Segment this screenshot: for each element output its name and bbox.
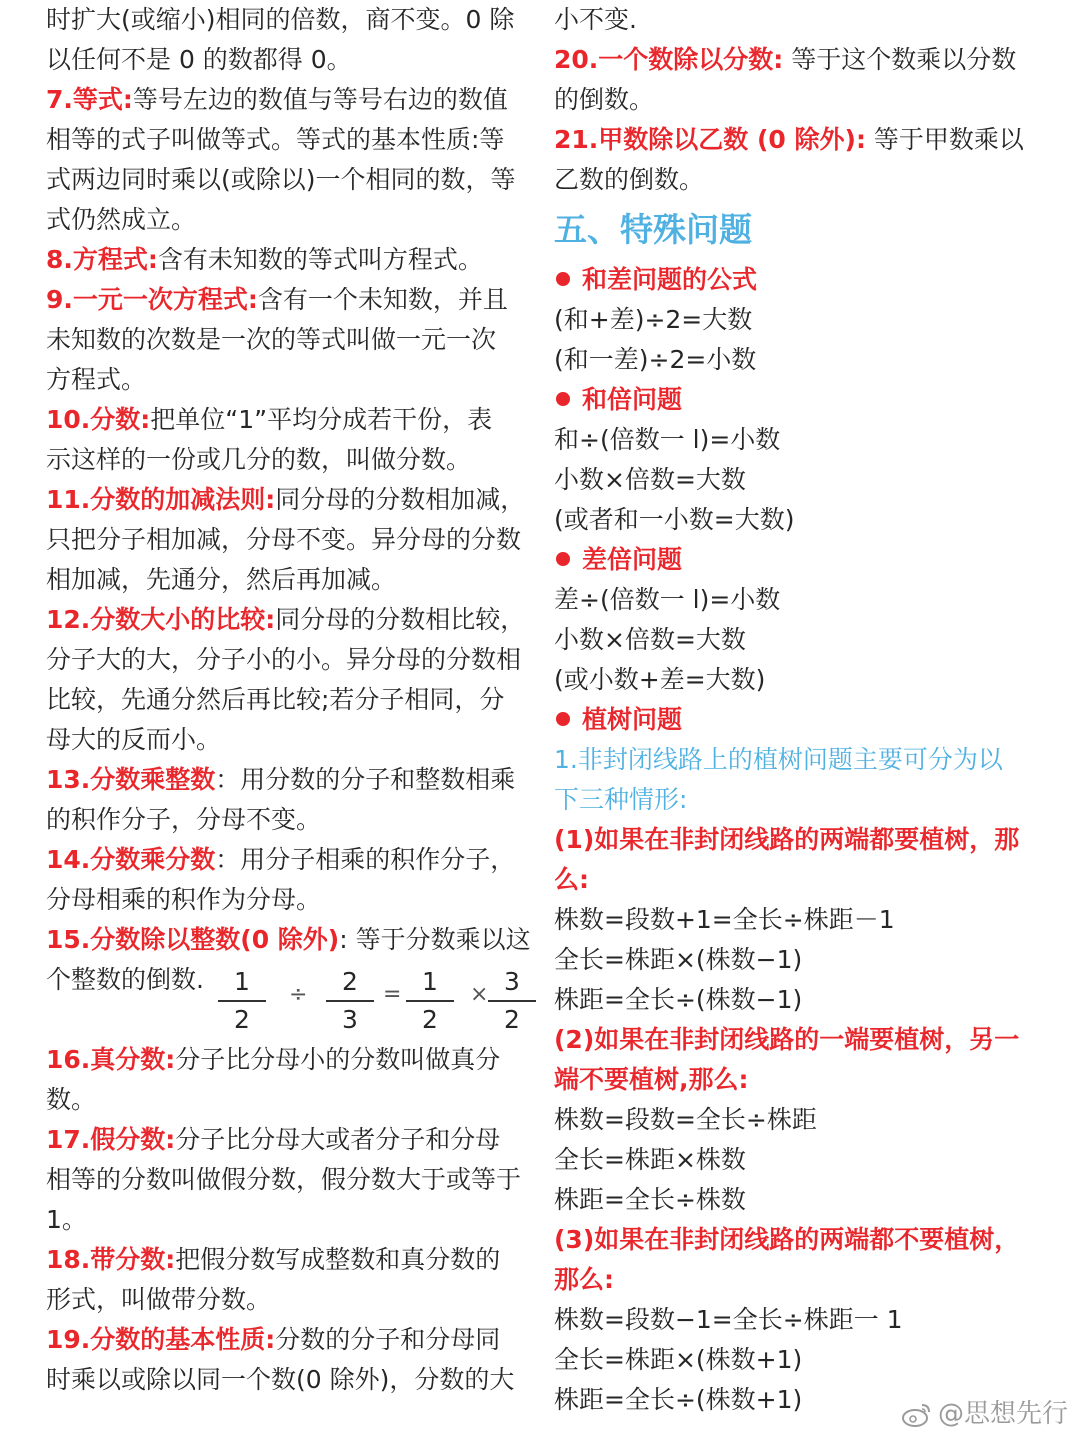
term-label: 19.分数的基本性质:	[46, 1325, 276, 1354]
formula: 小数×倍数=大数	[554, 625, 746, 654]
term-label: 15.分数除以整数(0 除外)	[46, 925, 340, 954]
denominator: 2	[234, 1005, 250, 1034]
denominator: 2	[422, 1005, 438, 1034]
term-label: 10.分数:	[46, 405, 151, 434]
formula: 株数=段数−1=全长÷株距一 1	[554, 1305, 903, 1334]
text-line: 时乘以或除以同一个数(0 除外)，分数的大	[46, 1365, 515, 1394]
watermark	[902, 1393, 1068, 1430]
weibo-icon	[902, 1402, 932, 1428]
definition: 把假分数写成整数和真分数的	[175, 1245, 501, 1274]
item-9	[46, 280, 530, 320]
case-heading: 么:	[554, 865, 589, 894]
text-line: 只把分子相加减，分母不变。异分母的分数	[46, 525, 522, 554]
text-line: 母大的反而小。	[46, 725, 222, 754]
text-line: 1。	[46, 1205, 87, 1234]
formula: (和+差)÷2=大数	[554, 305, 753, 334]
definition: 分子比分母大或者分子和分母	[175, 1125, 501, 1154]
bullet-heading	[554, 540, 1054, 580]
fraction-example	[46, 960, 530, 1040]
bullet-heading	[554, 260, 1054, 300]
numerator: 1	[234, 967, 250, 996]
definition: 分数的分子和分母同	[275, 1325, 501, 1354]
numerator: 1	[422, 967, 438, 996]
formula: 株数=段数=全长÷株距	[554, 1105, 817, 1134]
numerator: 3	[504, 967, 520, 996]
text-line: 小不变.	[554, 5, 637, 34]
case-heading: (2)如果在非封闭线路的一端要植树，另一	[554, 1025, 1020, 1054]
text-line: 比较，先通分然后再比较;若分子相同，分	[46, 685, 505, 714]
case-heading: 端不要植树,那么:	[554, 1065, 749, 1094]
formula: (或小数+差=大数)	[554, 665, 766, 694]
definition: ：用分数的分子和整数相乘	[215, 765, 516, 794]
formula: 株距=全长÷(株数−1)	[554, 985, 803, 1014]
formula: 和÷(倍数一 l)=小数	[554, 425, 781, 454]
definition: 等号左边的数值与等号右边的数值	[132, 85, 508, 114]
bullet-dot-icon	[556, 392, 570, 406]
text-line: 相加减，先通分，然后再加减。	[46, 565, 397, 594]
text-line: 示这样的一份或几分的数，叫做分数。	[46, 445, 472, 474]
case-heading: 那么:	[554, 1265, 614, 1294]
formula: (或者和一小数=大数)	[554, 505, 795, 534]
formula: 株距=全长÷株数	[554, 1185, 746, 1214]
formula: 差÷(倍数一 l)=小数	[554, 585, 781, 614]
fraction	[486, 964, 538, 1038]
numerator: 2	[342, 967, 358, 996]
term-label: 20.一个数除以分数:	[554, 45, 784, 74]
formula: 株距=全长÷(株数+1)	[554, 1385, 803, 1414]
item-21	[554, 120, 1054, 160]
term-label: 14.分数乘分数	[46, 845, 216, 874]
formula: 株数=段数+1=全长÷株距－1	[554, 905, 895, 934]
term-label: 7.等式:	[46, 85, 133, 114]
definition: 把单位“1”平均分成若干份，表	[150, 405, 493, 434]
item-8	[46, 240, 530, 280]
text-line: 数。	[46, 1085, 97, 1114]
watermark-text: @思想先行	[937, 1399, 1068, 1429]
item-16	[46, 1040, 530, 1080]
text-line: 分子大的大，分子小的小。异分母的分数相	[46, 645, 522, 674]
definition: 等于这个数乘以分数	[783, 45, 1017, 74]
item-7	[46, 80, 530, 120]
text-line: 的倒数。	[554, 85, 655, 114]
item-15	[46, 920, 530, 960]
definition: ：用分子相乘的积作分子，	[215, 845, 516, 874]
item-11	[46, 480, 530, 520]
text-line: 的积作分子，分母不变。	[46, 805, 322, 834]
bullet-title: 植树问题	[582, 705, 683, 734]
section-title: 五、特殊问题	[554, 210, 752, 249]
item-12	[46, 600, 530, 640]
term-label: 13.分数乘整数	[46, 765, 216, 794]
text-line: 未知数的次数是一次的等式叫做一元一次	[46, 325, 497, 354]
term-label: 21.甲数除以乙数 (0 除外):	[554, 125, 866, 154]
bullet-dot-icon	[556, 712, 570, 726]
text-line: 相等的式子叫做等式。等式的基本性质:等	[46, 125, 505, 154]
item-20	[554, 40, 1054, 80]
multiply-sign: ×	[470, 982, 489, 1007]
right-column	[554, 0, 1054, 1420]
denominator: 3	[342, 1005, 358, 1034]
formula: (和一差)÷2=小数	[554, 345, 757, 374]
item-18	[46, 1240, 530, 1280]
equals-sign: =	[383, 982, 402, 1007]
fraction	[216, 964, 268, 1038]
subheading: 1.非封闭线路上的植树问题主要可分为以	[554, 745, 1003, 774]
bullet-title: 和差问题的公式	[582, 265, 758, 294]
definition: 含有一个未知数，并且	[257, 285, 508, 314]
text-line: 乙数的倒数。	[554, 165, 705, 194]
bullet-title: 差倍问题	[582, 545, 683, 574]
term-label: 11.分数的加减法则:	[46, 485, 276, 514]
text-line: 式两边同时乘以(或除以)一个相同的数，等	[46, 165, 516, 194]
term-label: 8.方程式:	[46, 245, 158, 274]
text-line: 形式，叫做带分数。	[46, 1285, 272, 1314]
bullet-heading	[554, 700, 1054, 740]
text-line: 个整数的倒数.	[46, 965, 204, 994]
text-line: 方程式。	[46, 365, 147, 394]
definition: 分子比分母小的分数叫做真分	[175, 1045, 501, 1074]
bullet-title: 和倍问题	[582, 385, 683, 414]
text-line: 相等的分数叫做假分数，假分数大于或等于	[46, 1165, 522, 1194]
item-10	[46, 400, 530, 440]
formula: 全长=株距×(株数−1)	[554, 945, 803, 974]
item-19	[46, 1320, 530, 1360]
definition: : 等于分数乘以这	[339, 925, 531, 954]
item-14	[46, 840, 530, 880]
item-17	[46, 1120, 530, 1160]
item-13	[46, 760, 530, 800]
left-column	[46, 0, 530, 1400]
fraction	[404, 964, 456, 1038]
definition: 同分母的分数相比较，	[275, 605, 526, 634]
case-heading: (3)如果在非封闭线路的两端都不要植树，	[554, 1225, 1020, 1254]
term-label: 17.假分数:	[46, 1125, 176, 1154]
definition: 同分母的分数相加减，	[275, 485, 526, 514]
term-label: 18.带分数:	[46, 1245, 176, 1274]
case-heading: (1)如果在非封闭线路的两端都要植树，那	[554, 825, 1020, 854]
bullet-dot-icon	[556, 552, 570, 566]
text-line: 式仍然成立。	[46, 205, 197, 234]
text-line: 时扩大(或缩小)相同的倍数，商不变。0 除	[46, 5, 515, 34]
formula: 全长=株距×(株数+1)	[554, 1345, 803, 1374]
formula: 小数×倍数=大数	[554, 465, 746, 494]
term-label: 12.分数大小的比较:	[46, 605, 276, 634]
definition: 等于甲数乘以	[865, 125, 1024, 154]
bullet-dot-icon	[556, 272, 570, 286]
formula: 全长=株距×株数	[554, 1145, 746, 1174]
term-label: 16.真分数:	[46, 1045, 176, 1074]
bullet-heading	[554, 380, 1054, 420]
subheading: 下三种情形:	[554, 785, 688, 814]
divide-sign: ÷	[289, 982, 308, 1007]
denominator: 2	[504, 1005, 520, 1034]
text-line: 分母相乘的积作为分母。	[46, 885, 322, 914]
text-line: 以任何不是 0 的数都得 0。	[46, 45, 352, 74]
fraction	[324, 964, 376, 1038]
definition: 含有未知数的等式叫方程式。	[157, 245, 483, 274]
term-label: 9.一元一次方程式:	[46, 285, 258, 314]
